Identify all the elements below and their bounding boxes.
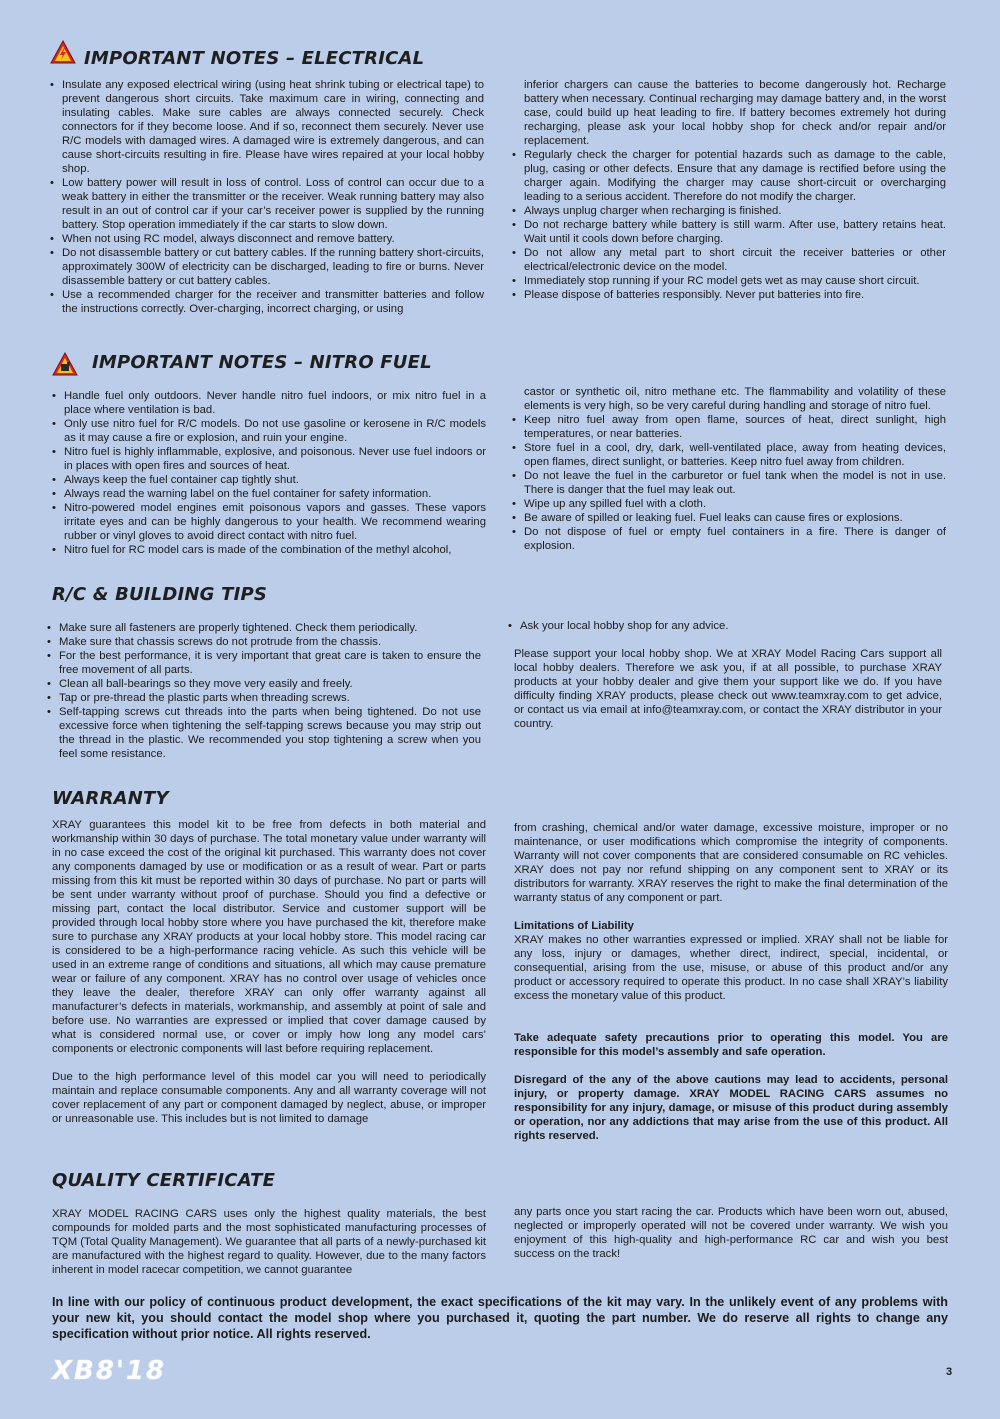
quality-right-column <box>514 1205 948 1261</box>
warranty-right-paragraph: from crashing, chemical and/or water damage, excessive moisture, improper or no maintenance, or user modifications which compromise the integrity of components. Warranty will not cover components that are considered consumable on RC vehicles. XRAY does not pay nor refund shipping on any component sent to XRAY or its distributors for warranty. XRAY reserves the right to make the final determination of the warranty status of any component or part. <box>514 822 948 904</box>
tips-title: R/C & BUILDING TIPS <box>52 584 268 605</box>
nitro-left-item: • Nitro-powered model engines emit poisonous vapors and gasses. These vapors irritate eyes and can be highly dangerous to your health. We recommend wearing rubber or vinyl gloves to avoid direct contact with nitro fuel. <box>52 501 486 543</box>
electrical-right-list <box>512 148 946 302</box>
tips-left-item: • Clean all ball-bearings so they move very easily and freely. <box>47 677 481 691</box>
electrical-left-item: • Use a recommended charger for the receiver and transmitter batteries and follow the instructions correctly. Over-charging, incorrect charging, or using <box>50 288 484 316</box>
nitro-left-item: • Only use nitro fuel for R/C models. Do not use gasoline or kerosene in R/C models as it may cause a fire or explosion, and ruin your engine. <box>52 417 486 445</box>
electrical-left-item: • When not using RC model, always disconnect and remove battery. <box>50 232 484 246</box>
nitro-left-item: • Nitro fuel for RC model cars is made of the combination of the methyl alcohol, <box>52 543 486 557</box>
xb8-logo <box>50 1357 272 1383</box>
fuel-warning-icon <box>52 352 78 376</box>
tips-right-list <box>508 619 942 633</box>
electrical-right-item: • Do not recharge battery while battery is still warm. After use, battery retains heat. Wait until it cools down before charging. <box>512 218 946 246</box>
warranty-title: WARRANTY <box>52 788 169 809</box>
quality-right-paragraph: any parts once you start racing the car. Products which have been worn out, abused, neglected or improperly operated will not be covered under warranty. We wish you enjoyment of this high-quality and high-performance RC car and wish you best success on the track! <box>514 1206 948 1260</box>
nitro-left-item: • Handle fuel only outdoors. Never handle nitro fuel indoors, or mix nitro fuel in a place where ventilation is bad. <box>52 389 486 417</box>
nitro-left-item: • Nitro fuel is highly inflammable, explosive, and poisonous. Never use fuel indoors or in places with open fires and sources of heat. <box>52 445 486 473</box>
quality-title: QUALITY CERTIFICATE <box>52 1170 276 1191</box>
liability-heading: Limitations of Liability <box>514 920 634 932</box>
tips-support-paragraph: Please support your local hobby shop. We at XRAY Model Racing Cars support all local hobby dealers. Therefore we ask you, if at all possible, to purchase XRAY products at your hobby dealer and give them your support like we do. If you have difficulty finding XRAY products, please check out www.teamxray.com to get advice, or contact us via email at info@teamxray.com, or contact the XRAY distributor in your country. <box>514 648 942 730</box>
safety-precautions-note: Take adequate safety precautions prior to operating this model. You are responsible for this model’s assembly and safe operation. <box>514 1032 948 1058</box>
electrical-right-item: • Do not allow any metal part to short circuit the receiver batteries or other electrical/electronic device on the model. <box>512 246 946 274</box>
nitro-right-item: • Be aware of spilled or leaking fuel. Fuel leaks can cause fires or explosions. <box>512 511 946 525</box>
electrical-right-item: • Regularly check the charger for potential hazards such as damage to the cable, plug, casing or other defects. Ensure that any damage is rectified before using the charger again. Modifying the charger may cause short-circuit or overcharging leading to a serious accident. Therefore do not modify the charger. <box>512 148 946 204</box>
warranty-left-column <box>52 818 486 1126</box>
svg-text:XB8'18: XB8'18 <box>52 1357 167 1383</box>
nitro-left-item: • Always read the warning label on the fuel container for safety information. <box>52 487 486 501</box>
tips-left-item: • For the best performance, it is very important that great care is taken to ensure the free movement of all parts. <box>47 649 481 677</box>
tips-left-item: • Self-tapping screws cut threads into the parts when being tightened. Do not use excessive force when tightening the self-tapping screws because you may strip out the thread in the plastic. We recommended you stop tightening a screw when you feel some resistance. <box>47 705 481 761</box>
electrical-left-list <box>50 78 484 316</box>
page-number: 3 <box>946 1366 953 1378</box>
nitro-right-item: • Do not dispose of fuel or empty fuel containers in a fire. There is danger of explosion. <box>512 525 946 553</box>
electrical-left-column <box>50 78 484 316</box>
tips-left-list <box>47 621 481 761</box>
electrical-right-continuation: inferior chargers can cause the batteries to become dangerously hot. Recharge battery when necessary. Continual recharging may damage battery and, in the worst case, could build up heat leading to fire. If battery becomes extremely hot during recharging, please ask your local hobby shop for check and/or repair and/or replacement. <box>524 79 946 147</box>
nitro-right-item: • Do not leave the fuel in the carburetor or fuel tank when the model is not in use. There is danger that the fuel may leak out. <box>512 469 946 497</box>
electrical-left-item: • Do not disassemble battery or cut battery cables. If the running battery short-circuits, approximately 300W of electricity can be discharged, leading to fire or burns. Never disassemble battery or cut battery cables. <box>50 246 484 288</box>
liability-text: XRAY makes no other warranties expressed or implied. XRAY shall not be liable for any loss, injury or damages, whether direct, indirect, special, incidental, or consequential, arising from the use, misuse, or abuse of this product and/or any product or accessory required to operate this product. In no case shall XRAY’s liability excess the monetary value of this product. <box>514 934 948 1002</box>
tips-left-column <box>47 621 481 761</box>
nitro-left-list <box>52 389 486 557</box>
electrical-title: IMPORTANT NOTES – ELECTRICAL <box>84 48 425 69</box>
quality-left-column <box>52 1207 486 1277</box>
nitro-right-list <box>512 413 946 553</box>
disregard-note: Disregard of the any of the above cautions may lead to accidents, personal injury, or property damage. XRAY MODEL RACING CARS assumes no responsibility for any injury, damage, or misuse of this product during assembly or operation, nor any addictions that may arise from the use of this product. All rights reserved. <box>514 1074 948 1142</box>
tips-left-item: • Make sure all fasteners are properly tightened. Check them periodically. <box>47 621 481 635</box>
electrical-right-item: • Please dispose of batteries responsibly. Never put batteries into fire. <box>512 288 946 302</box>
nitro-right-continuation: castor or synthetic oil, nitro methane etc. The flammability and volatility of these elements is very high, so be very careful during handling and storage of nitro fuel. <box>524 386 946 412</box>
warranty-paragraph-2: Due to the high performance level of this model car you will need to periodically maintain and replace consumable components. Any and all warranty coverage will not cover replacement of any part or component damaged by neglect, abuse, or improper or unreasonable use. This includes but is not limited to damage <box>52 1071 486 1125</box>
electrical-right-column <box>512 78 946 302</box>
tips-right-column <box>508 619 942 731</box>
nitro-left-column <box>52 389 486 557</box>
electrical-left-item: • Low battery power will result in loss of control. Loss of control can occur due to a weak battery in either the transmitter or the receiver. Weak running battery may also result in an out of control car if your car’s receiver power is supplied by the running battery. Stop operation immediately if the car starts to slow down. <box>50 176 484 232</box>
tips-left-item: • Make sure that chassis screws do not protrude from the chassis. <box>47 635 481 649</box>
warranty-paragraph-1: XRAY guarantees this model kit to be free from defects in both material and workmanship within 30 days of purchase. The total monetary value under warranty will in no case exceed the cost of the original kit purchased. This warranty does not cover any components damaged by use or modification or as a result of wear. Part or parts missing from this kit must be reported within 30 days of purchase. No part or parts will be sent under warranty without proof of purchase. Should you find a defective or missing part, contact the local distributor. Service and customer support will be provided through local hobby store where you have purchased the kit, therefore make sure to purchase any XRAY products at your local hobby store. This model racing car is considered to be a high-performance racing vehicle. As such this vehicle will be used in an extreme range of conditions and situations, all which may cause premature wear or failure of any component. XRAY has no control over usage of vehicles once they leave the dealer, therefore XRAY can only offer warranty against all manufacturer’s defects in materials, workmanship, and assembly at point of sale and before use. No warranties are expressed or implied that cover damage caused by what is considered normal use, or cover or imply how long any model cars’ components or electronic components will last before requiring replacement. <box>52 819 486 1055</box>
nitro-right-item: • Store fuel in a cool, dry, dark, well-ventilated place, away from heating devices, open flames, direct sunlight, or batteries. Keep nitro fuel away from children. <box>512 441 946 469</box>
tips-left-item: • Tap or pre-thread the plastic parts when threading screws. <box>47 691 481 705</box>
electrical-left-item: • Insulate any exposed electrical wiring (using heat shrink tubing or electrical tape) to prevent dangerous short circuits. Take maximum care in wiring, connecting and insulating cables. Make sure cables are always connected securely. Check connectors for if they become loose. And if so, reconnect them securely. Never use R/C models with damaged wires. A damaged wire is extremely dangerous, and can cause short-circuits resulting in fire. Please have wires repaired at your local hobby shop. <box>50 78 484 176</box>
electrical-right-item: • Always unplug charger when recharging is finished. <box>512 204 946 218</box>
specification-notice: In line with our policy of continuous product development, the exact specifications of the kit may vary. In the unlikely event of any problems with your new kit, you should contact the model shop where you purchased it, quoting the part number. We do reserve all rights to change any specification without prior notice. All rights reserved. <box>52 1295 948 1341</box>
nitro-left-item: • Always keep the fuel container cap tightly shut. <box>52 473 486 487</box>
nitro-title: IMPORTANT NOTES – NITRO FUEL <box>92 352 432 373</box>
nitro-right-item: • Wipe up any spilled fuel with a cloth. <box>512 497 946 511</box>
electrical-right-item: • Immediately stop running if your RC model gets wet as may cause short circuit. <box>512 274 946 288</box>
electrical-warning-icon <box>50 40 76 64</box>
nitro-right-item: • Keep nitro fuel away from open flame, sources of heat, direct sunlight, high temperatures, or near batteries. <box>512 413 946 441</box>
nitro-right-column <box>512 385 946 553</box>
warranty-right-column <box>514 821 948 1143</box>
tips-right-item: • Ask your local hobby shop for any advice. <box>508 619 942 633</box>
quality-left-paragraph: XRAY MODEL RACING CARS uses only the highest quality materials, the best compounds for molded parts and the most sophisticated manufacturing processes of TQM (Total Quality Management). We guarantee that all parts of a newly-purchased kit are manufactured with the highest regard to quality. However, due to the many factors inherent in model racecar competition, we cannot guarantee <box>52 1208 486 1276</box>
